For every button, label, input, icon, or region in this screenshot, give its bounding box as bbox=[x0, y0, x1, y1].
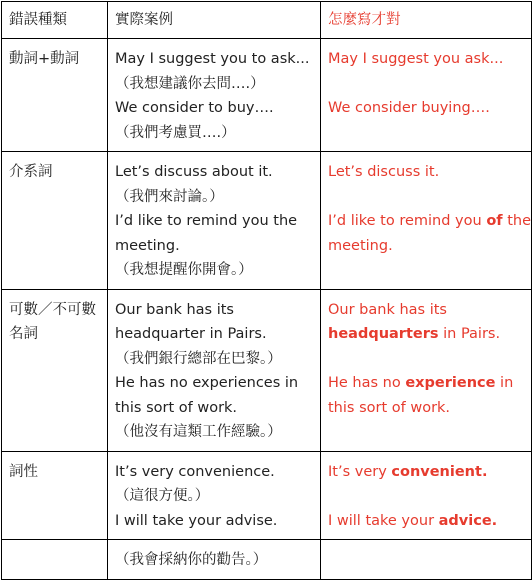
correction-line: Our bank has its headquarters in Pairs. bbox=[328, 301, 501, 342]
example-line: （我想提醒你開會。） bbox=[115, 262, 253, 278]
correction-emphasis: of bbox=[486, 213, 503, 229]
example-cell bbox=[108, 289, 321, 451]
example-cell bbox=[108, 39, 321, 152]
table-row bbox=[2, 39, 532, 152]
correction-line: He has no experience in this sort of work. bbox=[328, 375, 514, 416]
correction-cell bbox=[321, 540, 532, 580]
correction-line: We consider buying…. bbox=[328, 100, 490, 116]
error-type-label: 詞性 bbox=[9, 463, 38, 480]
correction-cell bbox=[321, 152, 532, 290]
example-line: He has no experiences in this sort of work. bbox=[115, 375, 299, 416]
error-type-label: 可數／不可數名詞 bbox=[9, 301, 96, 342]
example-line: I will take your advise. bbox=[115, 512, 278, 529]
example-line: We consider to buy…. bbox=[115, 100, 274, 116]
correction-line: I’d like to remind you of the meeting. bbox=[328, 213, 531, 254]
example-line: （我們銀行總部在巴黎。） bbox=[115, 350, 282, 367]
correction-line: May I suggest you ask... bbox=[328, 51, 504, 67]
grammar-error-table bbox=[1, 1, 532, 580]
table-row bbox=[2, 540, 532, 580]
correction-cell bbox=[321, 289, 532, 451]
example-line: I’d like to remind you the meeting. bbox=[115, 213, 298, 254]
table-row bbox=[2, 289, 532, 451]
error-type-cell bbox=[2, 451, 108, 540]
table-row bbox=[2, 152, 532, 290]
error-type-cell bbox=[2, 289, 108, 451]
example-line: Our bank has its headquarter in Pairs. bbox=[115, 301, 267, 342]
example-cell bbox=[108, 540, 321, 580]
example-line: （我們來討論。） bbox=[115, 188, 224, 205]
header-example: 實際案例 bbox=[108, 2, 321, 39]
correction-cell bbox=[321, 39, 532, 152]
example-line: （他沒有這類工作經驗。） bbox=[115, 424, 282, 440]
example-line: （我會採納你的勸告。） bbox=[115, 552, 268, 568]
error-type-cell bbox=[2, 152, 108, 290]
correction-line: Let’s discuss it. bbox=[328, 164, 440, 180]
example-line: （這很方便。） bbox=[115, 488, 210, 504]
example-line: Let’s discuss about it. bbox=[115, 164, 273, 180]
example-line: May I suggest you to ask... bbox=[115, 51, 310, 67]
header-correction: 怎麼寫才對 bbox=[321, 2, 532, 39]
example-cell bbox=[108, 152, 321, 290]
error-type-cell bbox=[2, 540, 108, 580]
correction-emphasis: headquarters bbox=[328, 326, 439, 342]
example-cell bbox=[108, 451, 321, 540]
error-type-cell bbox=[2, 39, 108, 152]
correction-line: I will take your advice. bbox=[328, 512, 498, 529]
correction-emphasis: experience bbox=[405, 375, 496, 391]
correction-line: It’s very convenient. bbox=[328, 463, 488, 480]
correction-cell bbox=[321, 451, 532, 540]
error-type-label: 動詞+動詞 bbox=[9, 51, 80, 67]
example-line: （我們考慮買….） bbox=[115, 124, 236, 141]
example-line: It’s very convenience. bbox=[115, 463, 275, 480]
table-row bbox=[2, 451, 532, 540]
correction-emphasis: advice. bbox=[438, 512, 498, 529]
error-type-label: 介系詞 bbox=[9, 164, 53, 180]
correction-emphasis: convenient. bbox=[391, 463, 488, 480]
header-error-type: 錯誤種類 bbox=[2, 2, 108, 39]
header-row bbox=[2, 2, 532, 39]
example-line: （我想建議你去問….） bbox=[115, 75, 265, 92]
